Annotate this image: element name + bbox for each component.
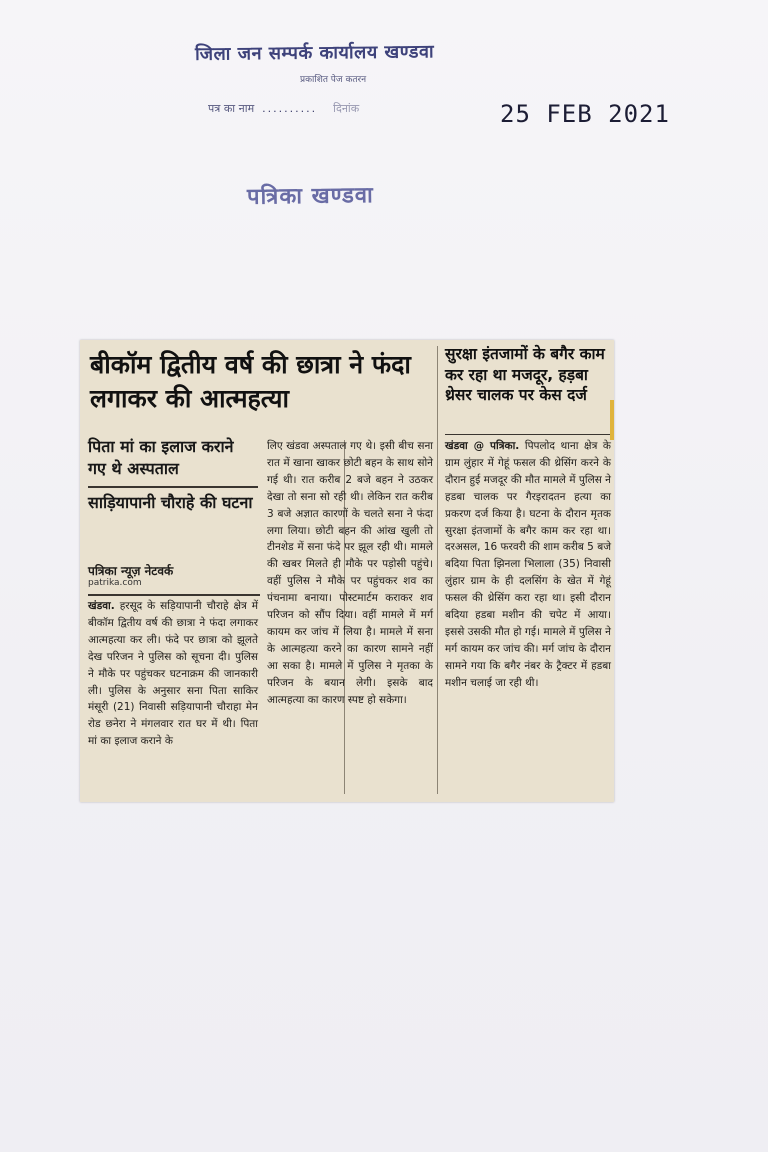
subhead-2: साड़ियापानी चौराहे की घटना (88, 493, 253, 512)
left-column-2: लिए खंडवा अस्पताल गए थे। इसी बीच सना रात में खाना खाकर छोटी बहन के साथ सोने गई थी। रात करीब 2 बजे बहन ने उठकर देखा तो सना सो रही थी। लेकिन रात करीब 3 बजे अज्ञात कारणों के चलते सना ने फंदा लगा लिया। छोटी बहन की आंख खुली तो टीनशेड में सना फंदे पर झूल रही थी। मामले की खबर मिलते ही मौके पर पड़ोसी पहुंचे। वहीं पुलिस ने मौके पर पहुंचकर शव का पंचनामा बनाया। पोस्टमार्टम कराकर शव परिजन को सौंप दिया। वहीं मामले में मर्ग कायम कर जांच में लिया है। मामले में सना के आत्महत्या करने का कारण सामने नहीं आ सका है। मामले में पुलिस ने मृतका के परिजन के बयान लेगी। इसके बाद आत्महत्या का कारण स्पष्ट हो सकेगा। (267, 440, 433, 706)
dateline-left: खंडवा. (88, 600, 115, 612)
stamp-line-label: पत्र का नाम (208, 102, 255, 115)
subhead-rule (88, 486, 258, 488)
headline-right: सुरक्षा इंतजामों के बगैर काम कर रहा था मजदूर, हड़बा थ्रेसर चालक पर केस दर्ज (445, 345, 605, 404)
subhead-1: पिता मां का इलाज कराने गए थे अस्पताल (88, 437, 234, 478)
newspaper-clipping (80, 340, 614, 802)
stamp-date: 25 FEB 2021 (500, 100, 670, 128)
right-column-text: पिपलोद थाना क्षेत्र के ग्राम लुंहार में गेहूं फसल की थ्रेसिंग करने के दौरान हुई मजदूर की मौत मामले में पुलिस ने हडबा चालक पर गैरइरादतन हत्या का प्रकरण दर्ज किया है। घटना के दौरान मृतक सुरक्षा इंतजामों के बगैर काम कर रहा था। दरअसल, 16 फरवरी की शाम करीब 5 बजे बदिया पिता झिनला भिलाला (35) निवासी लुंहार ग्राम के ही दलसिंग के खेत में गेहूं फसल की थ्रेसिंग करा रहा था। इसी दौरान बदिया हडबा मशीन की चपेट में आया। इससे उसकी मौत हो गई। मामले में पुलिस ने मर्ग कायम कर जांच की। मर्ग जांच के दौरान सामने गया कि बगैर नंबर के ट्रैक्टर में हडबा मशीन चलाई जा रही थी। (445, 440, 612, 689)
stamp-subtitle: प्रकाशित पेज कतरन (300, 75, 367, 85)
article-divider (437, 346, 438, 794)
byline: पत्रिका न्यूज़ नेटवर्क (88, 564, 174, 578)
stamp-office-name: जिला जन सम्पर्क कार्यालय खण्डवा (194, 41, 435, 65)
stamp-line-label2: दिनांक (333, 102, 360, 115)
right-column (445, 438, 611, 692)
headline-left: बीकॉम द्वितीय वर्ष की छात्रा ने फंदा लगाकर की आत्महत्या (90, 350, 411, 413)
left-column-1-text: हरसूद के सड़ियापानी चौराहे क्षेत्र में बीकॉम द्वितीय वर्ष की छात्रा ने फंदा लगाकर आत्महत्या कर ली। फंदे पर छात्रा को झूलते देख परिजन ने पुलिस को सूचना दी। पुलिस ने मौके पर पहुंचकर घटनाक्रम की जानकारी ली। पुलिस के अनुसार सना पिता साकिर मंसूरी (21) निवासी सड़ियापानी चौराहा मेन रोड छनेरा ने मंगलवार रात घर में थी। पिता मां का इलाज कराने के (88, 600, 258, 748)
left-column-1 (88, 598, 258, 750)
byline-website: patrika.com (88, 578, 142, 588)
newspaper-source-label: पत्रिका खण्डवा (246, 183, 374, 210)
dateline-right: खंडवा @ पत्रिका. (445, 440, 520, 452)
right-head-rule (445, 434, 610, 435)
clipping-edge-strip (610, 400, 614, 440)
byline-rule (88, 594, 260, 596)
stamp-line-dots: .......... (262, 102, 318, 115)
